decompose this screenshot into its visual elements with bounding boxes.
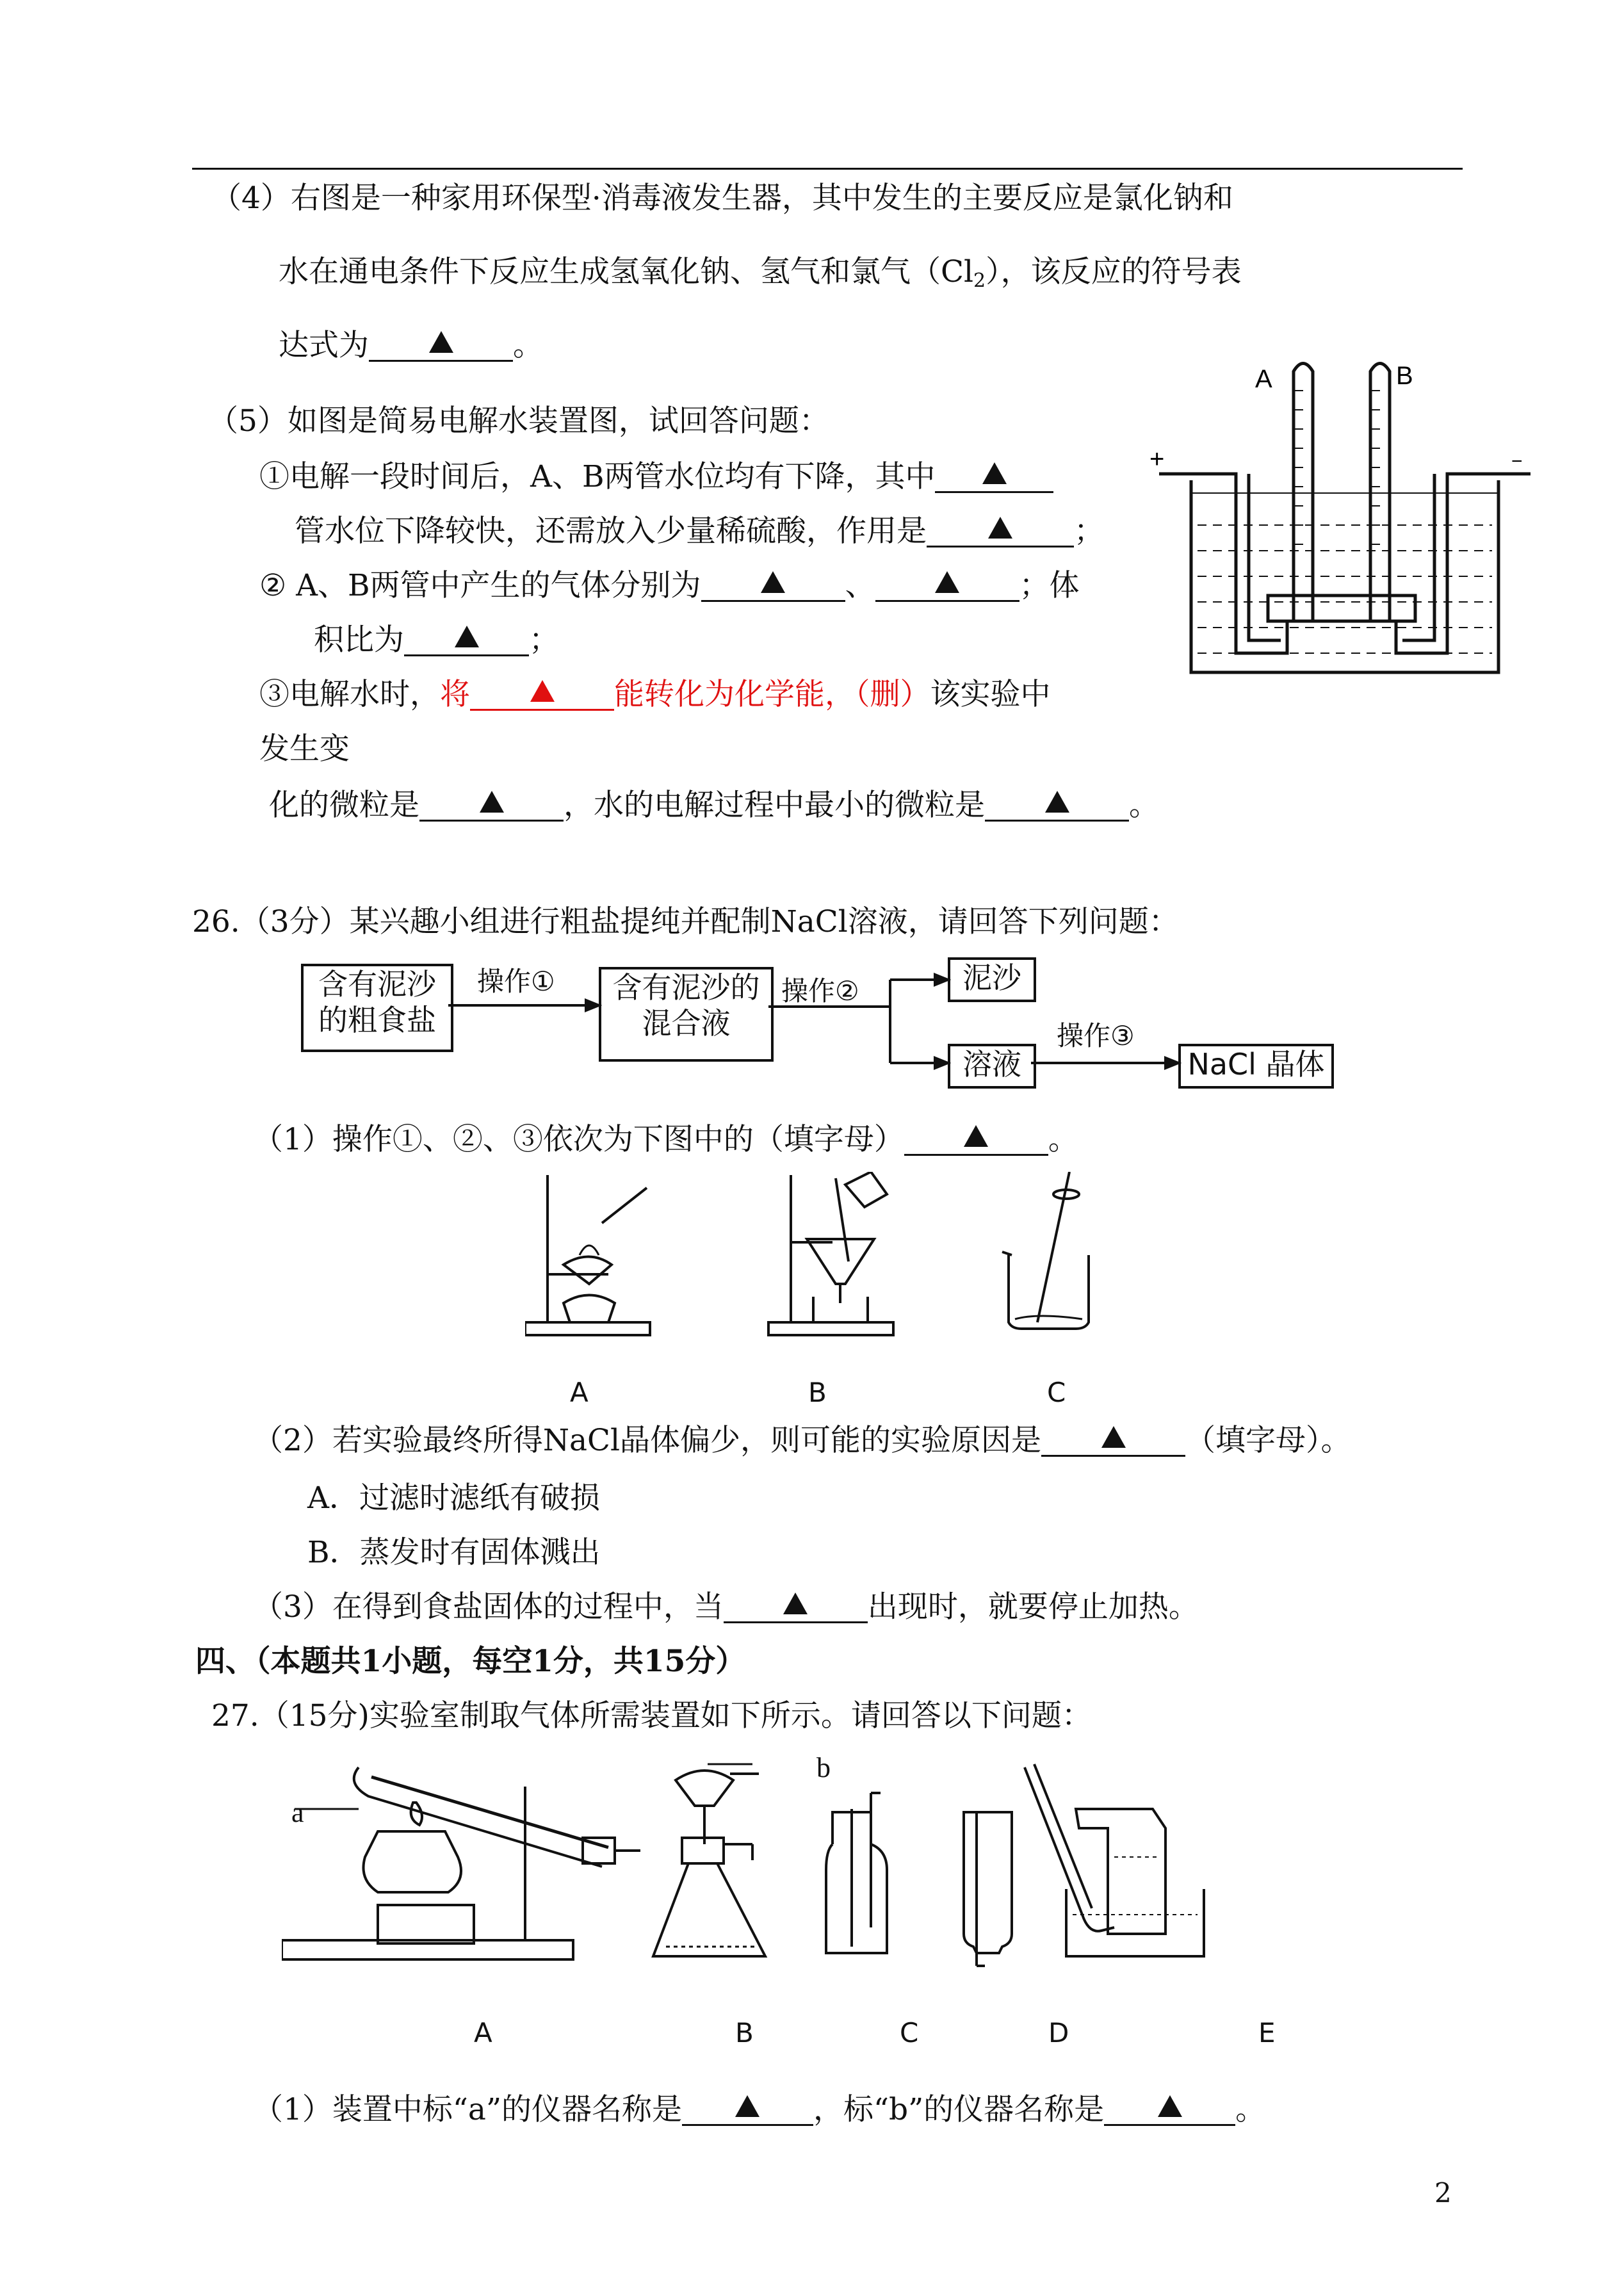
op-caption-c: C [1047,1377,1066,1408]
q5-intro: （5）如图是简易电解水装置图，试回答问题： [208,403,829,439]
apparatus-caption-e: E [1258,2017,1276,2048]
answer-blank[interactable] [724,1588,868,1623]
answer-blank[interactable] [935,458,1053,493]
answer-blank[interactable] [1104,2091,1235,2126]
flow-box-solution: 溶液 [948,1044,1036,1089]
triangle-icon [935,571,959,593]
flow-box-nacl-crystal: NaCl 晶体 [1178,1044,1334,1089]
triangle-icon [1101,1426,1126,1448]
apparatus-caption-c: C [900,2017,919,2048]
section4-heading: 四、（本题共1小题，每空1分，共15分） [195,1644,746,1679]
positive-label: + [1149,445,1165,473]
triangle-icon [429,331,453,353]
q26-option-a: A．过滤时滤纸有破损 [307,1480,600,1516]
answer-blank[interactable] [701,567,845,602]
apparatus-caption-d: D [1048,2017,1069,2048]
apparatus-caption-b: B [735,2017,754,2048]
triangle-icon [783,1593,808,1614]
answer-blank[interactable] [404,621,529,656]
triangle-icon [530,680,555,702]
answer-blank[interactable] [904,1121,1048,1156]
q5-s3b: 发生变 [259,731,350,766]
triangle-icon [761,571,785,593]
triangle-icon [1045,791,1069,813]
answer-blank[interactable] [369,327,513,362]
flow-op2-label: 操作② [781,975,859,1007]
flow-box-mixture: 含有泥沙的 混合液 [599,967,774,1062]
answer-blank[interactable] [927,512,1074,547]
operations-figure [525,1172,1165,1370]
q26-option-b: B．蒸发时有固体溅出 [307,1535,601,1570]
q4-line1: （4）右图是一种家用环保型·消毒液发生器，其中发生的主要反应是氯化钠和 [211,181,1233,216]
flow-box-sand: 泥沙 [948,957,1036,1002]
negative-label: − [1511,451,1523,472]
q26-title: 26.（3分）某兴趣小组进行粗盐提纯并配制NaCl溶液，请回答下列问题： [192,904,1179,939]
triangle-icon [988,517,1012,539]
triangle-icon [964,1125,988,1147]
gas-apparatus-figure [282,1748,1402,1979]
triangle-icon [1158,2095,1182,2117]
flow-op1-label: 操作① [477,966,555,997]
q5-s3: ③电解水时，将 能转化为化学能，（删）该实验中 [259,677,1051,712]
q26-p1: （1）操作①、②、③依次为下图中的（填字母） 。 [253,1122,1078,1157]
answer-blank[interactable] [1041,1422,1185,1457]
answer-blank[interactable] [985,786,1129,822]
q5-s2: ② A、B两管中产生的气体分别为 、 ；体 [259,568,1080,603]
tube-a-label: A [1255,365,1272,393]
page-number: 2 [1434,2177,1452,2209]
flow-box-crude-salt: 含有泥沙 的粗食盐 [301,964,453,1052]
label-b: b [816,1752,831,1783]
q4-line3: 达式为 。 [279,328,543,363]
triangle-icon [735,2095,759,2117]
electrolysis-apparatus-figure [1140,352,1550,685]
q5-s2b: 积比为 ； [314,622,559,658]
top-rule [192,168,1463,170]
triangle-icon [480,791,504,813]
triangle-icon [982,462,1007,484]
tube-b-label: B [1396,362,1413,390]
q5-s3c: 化的微粒是 ，水的电解过程中最小的微粒是 。 [269,788,1159,823]
q26-p2: （2）若实验最终所得NaCl晶体偏少，则可能的实验原因是 （填字母）。 [253,1423,1351,1458]
flow-arrows [448,954,1185,1095]
q26-p3: （3）在得到食盐固体的过程中，当 出现时，就要停止加热。 [253,1589,1199,1625]
answer-blank[interactable] [419,786,564,822]
q4-line2: 水在通电条件下反应生成氢氧化钠、氢气和氯气$(Cl_2)$，该反应的符号表 [279,254,1242,292]
flow-op3-label: 操作③ [1057,1020,1135,1051]
q27-title: 27.（15分)实验室制取气体所需装置如下所示。请回答以下问题： [211,1698,1092,1733]
op-caption-b: B [808,1377,827,1408]
apparatus-caption-a: A [474,2017,492,2048]
answer-blank[interactable] [875,567,1019,602]
answer-blank[interactable] [470,676,614,711]
q5-s1: ①电解一段时间后，A、B两管水位均有下降，其中 [259,458,1053,496]
q27-p1: （1）装置中标“a”的仪器名称是 ，标“b”的仪器名称是 。 [253,2092,1266,2127]
triangle-icon [455,626,479,647]
label-a: a [291,1797,304,1828]
op-caption-a: A [570,1377,589,1408]
q5-s1b: 管水位下降较快，还需放入少量稀硫酸，作用是 ； [295,514,1104,549]
answer-blank[interactable] [682,2091,813,2126]
